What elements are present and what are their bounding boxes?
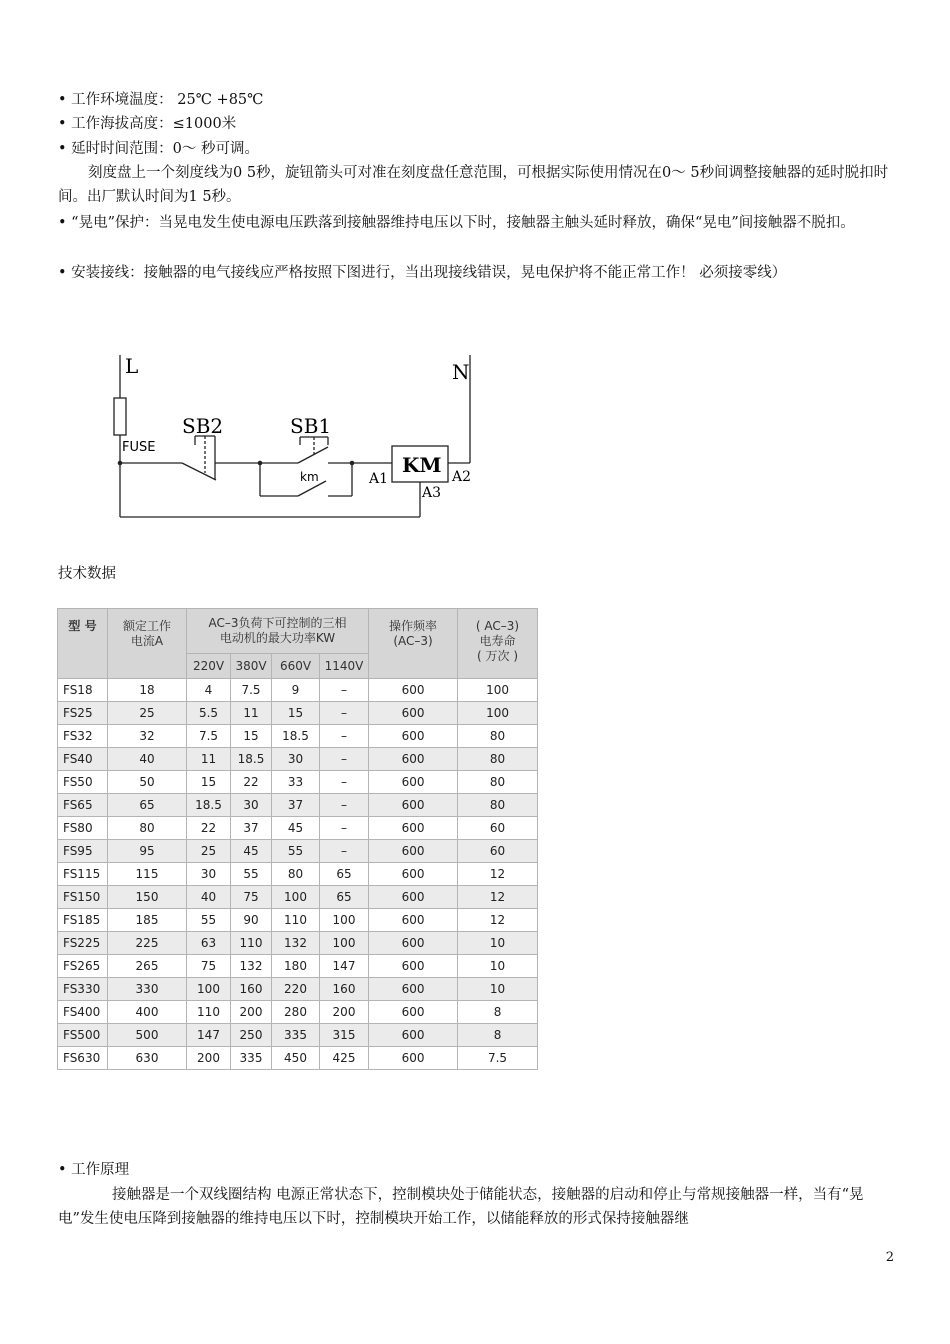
header-model: 型 号 <box>58 609 108 679</box>
table-cell: 65 <box>320 863 369 886</box>
table-cell: 65 <box>320 886 369 909</box>
table-cell: – <box>320 679 369 702</box>
model-cell: FS80 <box>58 817 108 840</box>
label-fuse: FUSE <box>122 440 156 455</box>
table-cell: 110 <box>272 909 320 932</box>
table-cell: 280 <box>272 1001 320 1024</box>
table-cell: 9 <box>272 679 320 702</box>
table-cell: 12 <box>458 886 538 909</box>
header-frequency: 操作频率 (AC–3) <box>369 609 458 679</box>
table-cell: 22 <box>231 771 272 794</box>
table-cell: 160 <box>231 978 272 1001</box>
table-cell: 330 <box>108 978 187 1001</box>
header-voltage-660: 660V <box>272 654 320 679</box>
table-cell: 37 <box>272 794 320 817</box>
table-cell: 80 <box>272 863 320 886</box>
header-power: AC–3负荷下可控制的三相 电动机的最大功率KW <box>187 609 369 654</box>
model-cell: FS150 <box>58 886 108 909</box>
table-cell: 75 <box>231 886 272 909</box>
table-cell: 147 <box>320 955 369 978</box>
table-cell: 200 <box>231 1001 272 1024</box>
model-cell: FS185 <box>58 909 108 932</box>
table-cell: 147 <box>187 1024 231 1047</box>
table-cell: 55 <box>272 840 320 863</box>
table-cell: 15 <box>272 702 320 725</box>
label-a3: A3 <box>422 485 442 501</box>
model-cell: FS500 <box>58 1024 108 1047</box>
table-cell: 33 <box>272 771 320 794</box>
model-cell: FS400 <box>58 1001 108 1024</box>
table-cell: 80 <box>458 794 538 817</box>
table-cell: 18.5 <box>187 794 231 817</box>
table-cell: 200 <box>187 1047 231 1070</box>
table-cell: 65 <box>108 794 187 817</box>
table-cell: 18 <box>108 679 187 702</box>
tech-data-table <box>57 608 538 1070</box>
table-body <box>58 679 538 1070</box>
table-row <box>58 863 538 886</box>
table-cell: 160 <box>320 978 369 1001</box>
table-cell: 7.5 <box>231 679 272 702</box>
model-cell: FS18 <box>58 679 108 702</box>
label-n: N <box>452 360 470 384</box>
table-row <box>58 1047 538 1070</box>
table-cell: 12 <box>458 863 538 886</box>
table-cell: – <box>320 702 369 725</box>
table-cell: 600 <box>369 748 458 771</box>
table-cell: 132 <box>231 955 272 978</box>
spec-delay-range: • 延时时间范围：0～ 秒可调。 <box>58 141 259 157</box>
sb2-contact <box>182 463 216 480</box>
table-cell: 10 <box>458 932 538 955</box>
table-cell: 100 <box>458 702 538 725</box>
table-cell: 45 <box>231 840 272 863</box>
model-cell: FS225 <box>58 932 108 955</box>
table-row <box>58 909 538 932</box>
table-cell: 425 <box>320 1047 369 1070</box>
table-cell: 600 <box>369 1001 458 1024</box>
table-cell: 600 <box>369 909 458 932</box>
label-km-coil: KM <box>402 453 442 477</box>
table-cell: 40 <box>108 748 187 771</box>
table-cell: 600 <box>369 886 458 909</box>
principle-text: 接触器是一个双线圈结构 电源正常状态下，控制模块处于储能状态，接触器的启动和停止与常规接触器一样，当有“晃电”发生使电压降到接触器的维持电压以下时，控制模块开始工作，以储能释放的形式保持接触器继 <box>58 1187 864 1227</box>
table-cell: 265 <box>108 955 187 978</box>
table-row <box>58 840 538 863</box>
table-cell: 40 <box>187 886 231 909</box>
table-row <box>58 955 538 978</box>
table-cell: 600 <box>369 978 458 1001</box>
header-voltage-220: 220V <box>187 654 231 679</box>
table-cell: 110 <box>231 932 272 955</box>
model-cell: FS65 <box>58 794 108 817</box>
table-cell: 25 <box>187 840 231 863</box>
table-cell: 8 <box>458 1001 538 1024</box>
table-cell: 80 <box>108 817 187 840</box>
table-row <box>58 679 538 702</box>
table-cell: 600 <box>369 932 458 955</box>
table-cell: 75 <box>187 955 231 978</box>
table-cell: 180 <box>272 955 320 978</box>
table-row <box>58 817 538 840</box>
table-cell: 150 <box>108 886 187 909</box>
table-cell: 12 <box>458 909 538 932</box>
sb1-contact <box>298 447 328 463</box>
table-cell: 100 <box>272 886 320 909</box>
table-cell: 600 <box>369 771 458 794</box>
table-cell: 335 <box>272 1024 320 1047</box>
table-cell: 60 <box>458 840 538 863</box>
table-cell: 8 <box>458 1024 538 1047</box>
wiring-description: • 安装接线：接触器的电气接线应严格按照下图进行，当出现接线错误，晃电保护将不能正常工作！ 必须接零线） <box>58 265 787 281</box>
table-cell: 600 <box>369 863 458 886</box>
table-cell: 15 <box>231 725 272 748</box>
table-cell: – <box>320 817 369 840</box>
table-cell: 225 <box>108 932 187 955</box>
table-cell: 250 <box>231 1024 272 1047</box>
table-cell: 450 <box>272 1047 320 1070</box>
table-cell: 630 <box>108 1047 187 1070</box>
table-cell: 7.5 <box>187 725 231 748</box>
table-cell: 115 <box>108 863 187 886</box>
table-cell: 5.5 <box>187 702 231 725</box>
table-cell: 100 <box>187 978 231 1001</box>
label-sb1: SB1 <box>290 414 332 438</box>
table-cell: – <box>320 748 369 771</box>
table-cell: 60 <box>458 817 538 840</box>
table-cell: 600 <box>369 1047 458 1070</box>
table-row <box>58 1001 538 1024</box>
table-cell: 600 <box>369 725 458 748</box>
table-row <box>58 771 538 794</box>
table-row <box>58 886 538 909</box>
table-cell: 25 <box>108 702 187 725</box>
table-cell: 185 <box>108 909 187 932</box>
table-cell: 335 <box>231 1047 272 1070</box>
page-number: 2 <box>885 1250 894 1265</box>
table-row <box>58 702 538 725</box>
label-a2: A2 <box>452 469 472 485</box>
header-life: ( AC–3) 电寿命 ( 万次 ) <box>458 609 538 679</box>
principle-heading: • 工作原理 <box>58 1162 130 1178</box>
table-cell: 80 <box>458 748 538 771</box>
spec-altitude: • 工作海拔高度：≤1000米 <box>58 116 237 132</box>
table-cell: 11 <box>187 748 231 771</box>
table-row <box>58 932 538 955</box>
spec-temperature: • 工作环境温度： 25℃ +85℃ <box>58 92 264 108</box>
table-cell: 30 <box>187 863 231 886</box>
table-cell: 55 <box>231 863 272 886</box>
model-cell: FS265 <box>58 955 108 978</box>
table-cell: 55 <box>187 909 231 932</box>
table-cell: – <box>320 840 369 863</box>
table-cell: 37 <box>231 817 272 840</box>
table-cell: 200 <box>320 1001 369 1024</box>
table-cell: 600 <box>369 817 458 840</box>
table-cell: 132 <box>272 932 320 955</box>
table-cell: – <box>320 771 369 794</box>
table-cell: 30 <box>231 794 272 817</box>
table-cell: – <box>320 794 369 817</box>
table-cell: 18.5 <box>272 725 320 748</box>
table-cell: 100 <box>320 909 369 932</box>
table-cell: 18.5 <box>231 748 272 771</box>
table-cell: 30 <box>272 748 320 771</box>
table-cell: 10 <box>458 978 538 1001</box>
model-cell: FS32 <box>58 725 108 748</box>
header-current: 额定工作 电流A <box>108 609 187 679</box>
table-row <box>58 725 538 748</box>
model-cell: FS50 <box>58 771 108 794</box>
table-cell: 80 <box>458 725 538 748</box>
table-cell: 600 <box>369 1024 458 1047</box>
model-cell: FS115 <box>58 863 108 886</box>
table-cell: 11 <box>231 702 272 725</box>
model-cell: FS330 <box>58 978 108 1001</box>
label-a1: A1 <box>369 471 389 487</box>
model-cell: FS40 <box>58 748 108 771</box>
table-row <box>58 748 538 771</box>
table-cell: 315 <box>320 1024 369 1047</box>
dial-description: 刻度盘上一个刻度线为0 5秒，旋钮箭头可对准在刻度盘任意范围，可根据实际使用情况在0～ 5秒间调整接触器的延时脱扣时间。出厂默认时间为1 5秒。 <box>58 165 889 205</box>
tech-data-heading: 技术数据 <box>58 566 116 582</box>
table-cell: 95 <box>108 840 187 863</box>
table-cell: – <box>320 725 369 748</box>
table-cell: 50 <box>108 771 187 794</box>
table-cell: 15 <box>187 771 231 794</box>
table-cell: 600 <box>369 840 458 863</box>
table-row <box>58 1024 538 1047</box>
label-l: L <box>125 354 139 378</box>
table-cell: 100 <box>320 932 369 955</box>
fuse-symbol <box>114 398 126 435</box>
table-cell: 80 <box>458 771 538 794</box>
table-row <box>58 978 538 1001</box>
table-cell: 600 <box>369 702 458 725</box>
label-km-contact: km <box>300 470 319 484</box>
wiring-diagram <box>100 345 490 535</box>
table-cell: 100 <box>458 679 538 702</box>
table-cell: 10 <box>458 955 538 978</box>
table-cell: 220 <box>272 978 320 1001</box>
header-voltage-380: 380V <box>231 654 272 679</box>
table-cell: 7.5 <box>458 1047 538 1070</box>
model-cell: FS630 <box>58 1047 108 1070</box>
label-sb2: SB2 <box>182 414 224 438</box>
table-cell: 32 <box>108 725 187 748</box>
table-row <box>58 794 538 817</box>
table-cell: 400 <box>108 1001 187 1024</box>
header-voltage-1140: 1140V <box>320 654 369 679</box>
table-cell: 600 <box>369 955 458 978</box>
model-cell: FS95 <box>58 840 108 863</box>
table-cell: 500 <box>108 1024 187 1047</box>
table-cell: 22 <box>187 817 231 840</box>
table-cell: 600 <box>369 679 458 702</box>
table-cell: 90 <box>231 909 272 932</box>
model-cell: FS25 <box>58 702 108 725</box>
table-cell: 600 <box>369 794 458 817</box>
table-cell: 110 <box>187 1001 231 1024</box>
protection-description: • “晃电”保护：当晃电发生使电源电压跌落到接触器维持电压以下时，接触器主触头延时释放，确保“晃电”间接触器不脱扣。 <box>58 215 855 231</box>
table-cell: 4 <box>187 679 231 702</box>
table-cell: 63 <box>187 932 231 955</box>
table-cell: 45 <box>272 817 320 840</box>
